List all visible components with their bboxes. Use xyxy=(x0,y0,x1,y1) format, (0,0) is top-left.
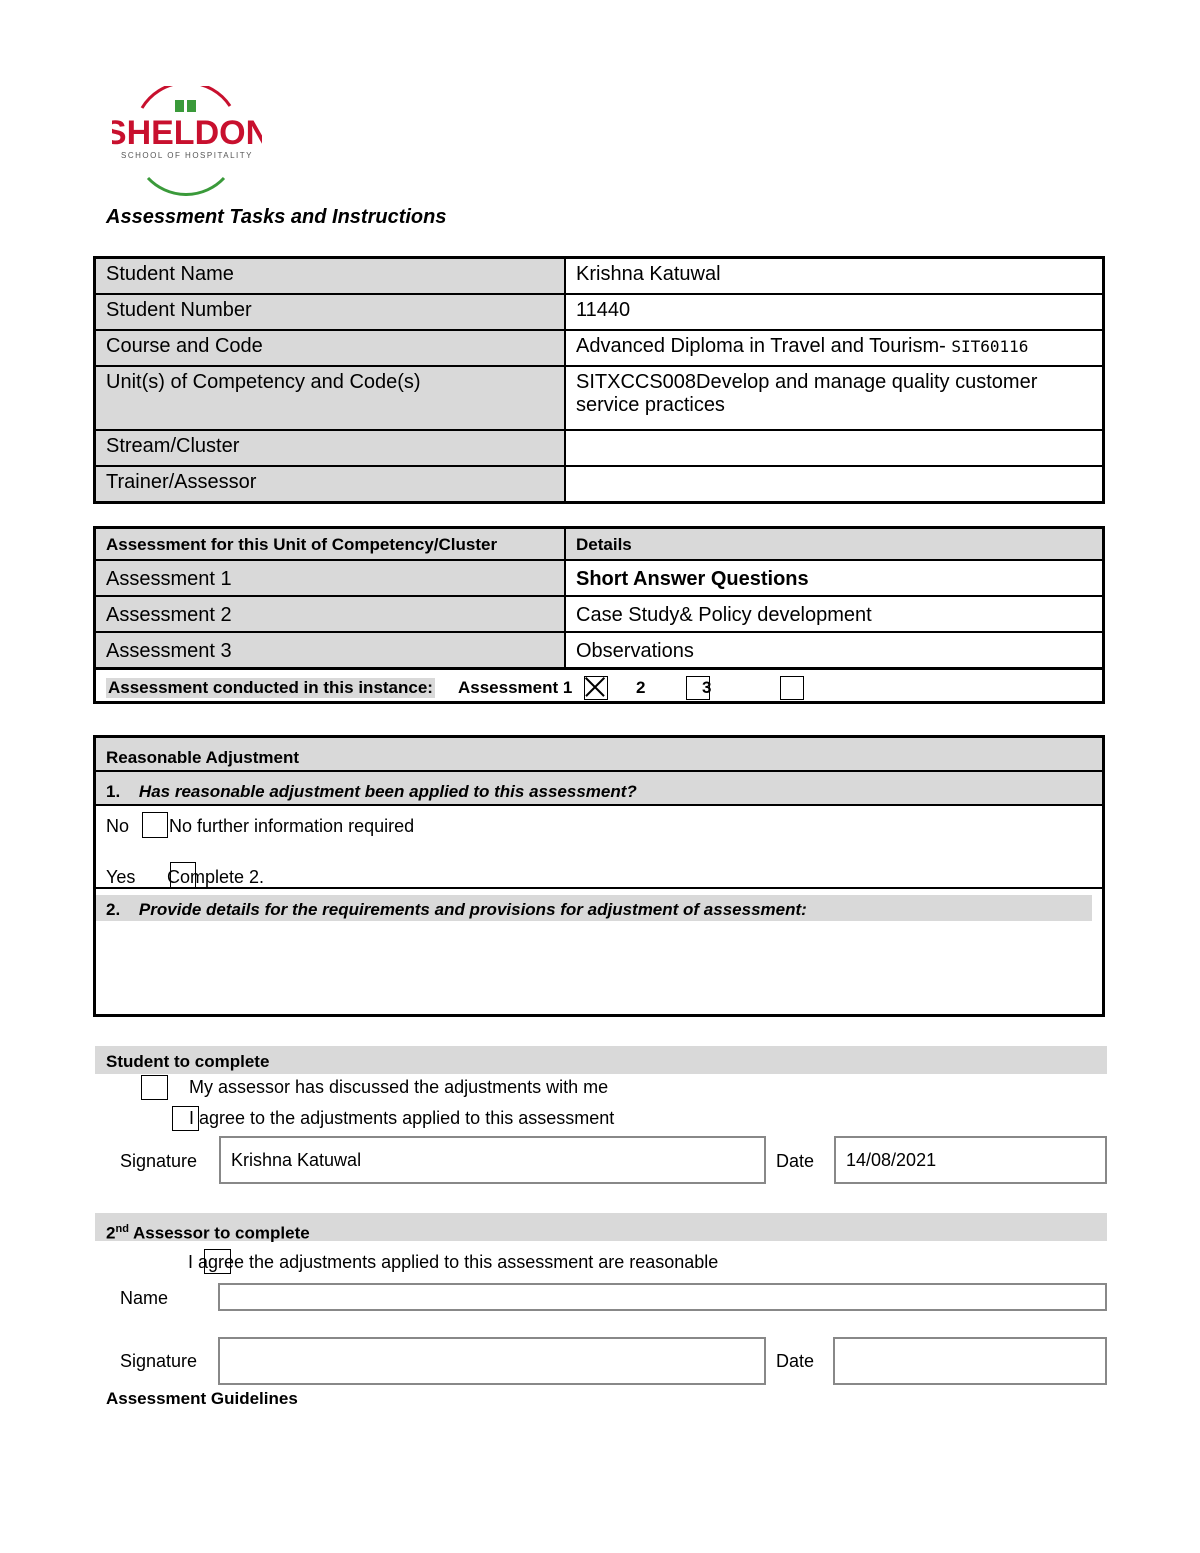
assessment-1-checkbox[interactable] xyxy=(584,676,608,700)
course-code: SIT60116 xyxy=(951,337,1029,356)
assessment-conducted-row xyxy=(93,666,1105,704)
value-student-number[interactable]: 11440 xyxy=(565,294,1104,330)
signature-label: Signature xyxy=(120,1151,198,1171)
table-row xyxy=(95,258,1104,295)
label-student-name: Student Name xyxy=(95,258,566,295)
assessment-guidelines-heading: Assessment Guidelines xyxy=(106,1389,298,1408)
table-header-row xyxy=(95,528,1104,561)
assessor-agree-text: I agree the adjustments applied to this assessment are reasonable xyxy=(188,1252,719,1272)
q1-number: 1. xyxy=(106,782,121,801)
assessor-title-prefix: 2 xyxy=(106,1223,116,1243)
table-row xyxy=(95,366,1104,430)
no-checkbox[interactable] xyxy=(142,812,168,838)
value-unit-competency[interactable]: SITXCCS008Develop and manage quality customer service practices xyxy=(565,366,1104,430)
student-info-table xyxy=(93,256,1105,504)
label-trainer-assessor: Trainer/Assessor xyxy=(95,466,566,503)
discussed-text: My assessor has discussed the adjustments with me xyxy=(189,1077,609,1097)
value-course-code[interactable] xyxy=(565,330,1104,366)
table-row xyxy=(95,632,1104,669)
label-stream-cluster: Stream/Cluster xyxy=(95,430,566,466)
course-name: Advanced Diploma in Travel and Tourism- xyxy=(576,335,946,357)
assessment-label: Assessment 2 xyxy=(95,596,566,632)
conducted-prefix: Assessment 1 xyxy=(458,678,573,697)
assessor-complete-title xyxy=(95,1213,1107,1241)
discussed-checkbox[interactable] xyxy=(141,1075,168,1100)
assessment-label: Assessment 1 xyxy=(95,560,566,596)
no-text: No further information required xyxy=(169,816,415,836)
value-student-name[interactable]: Krishna Katuwal xyxy=(565,258,1104,295)
table-row xyxy=(95,330,1104,366)
divider xyxy=(96,804,1102,806)
assessor-name-field[interactable] xyxy=(218,1283,1107,1311)
ra-question-2 xyxy=(96,895,1092,921)
yes-label: Yes xyxy=(106,867,136,887)
date-label: Date xyxy=(776,1151,815,1171)
option-2-label: 2 xyxy=(636,678,646,697)
assessor-date-field[interactable] xyxy=(833,1337,1107,1385)
sheldon-logo xyxy=(112,86,262,196)
assessor-title-sup: nd xyxy=(115,1223,129,1235)
table-row xyxy=(95,560,1104,596)
q2-number: 2. xyxy=(106,900,121,919)
ra-title: Reasonable Adjustment xyxy=(96,738,1102,770)
assessment-detail: Case Study& Policy development xyxy=(565,596,1104,632)
student-date-field[interactable]: 14/08/2021 xyxy=(834,1136,1107,1184)
student-signature-field[interactable]: Krishna Katuwal xyxy=(219,1136,766,1184)
label-student-number: Student Number xyxy=(95,294,566,330)
label-unit-competency: Unit(s) of Competency and Code(s) xyxy=(95,366,566,430)
no-label: No xyxy=(106,816,130,836)
yes-text: Complete 2. xyxy=(167,867,265,887)
value-trainer-assessor[interactable] xyxy=(565,466,1104,503)
assessment-label: Assessment 3 xyxy=(95,632,566,669)
adjustment-details-field[interactable] xyxy=(106,924,1092,1010)
ra-question-1 xyxy=(96,772,1102,804)
value-stream-cluster[interactable] xyxy=(565,430,1104,466)
label-course-code: Course and Code xyxy=(95,330,566,366)
table-row xyxy=(95,466,1104,503)
agree-text: I agree to the adjustments applied to this assessment xyxy=(189,1108,615,1128)
assessment-3-checkbox[interactable] xyxy=(780,676,804,700)
divider xyxy=(96,887,1102,889)
assessment-detail: Short Answer Questions xyxy=(565,560,1104,596)
reasonable-adjustment-section xyxy=(93,735,1105,1017)
page-title: Assessment Tasks and Instructions xyxy=(106,206,447,228)
table-row xyxy=(95,596,1104,632)
table-row xyxy=(95,294,1104,330)
option-3-label: 3 xyxy=(702,678,712,697)
q1-text: Has reasonable adjustment been applied to this assessment? xyxy=(138,782,637,801)
logo-tagline: SCHOOL OF HOSPITALITY xyxy=(121,151,253,160)
assessor-title-rest: Assessor to complete xyxy=(128,1223,310,1243)
assessments-table xyxy=(93,526,1105,670)
logo-text: SHELDON xyxy=(112,114,262,152)
q2-text: Provide details for the requirements and provisions for adjustment of assessment: xyxy=(138,900,807,919)
assessment-detail: Observations xyxy=(565,632,1104,669)
table-row xyxy=(95,430,1104,466)
header-details: Details xyxy=(565,528,1104,561)
assessor-signature-field[interactable] xyxy=(218,1337,766,1385)
name-label: Name xyxy=(120,1288,169,1308)
assessor-signature-label: Signature xyxy=(120,1351,198,1371)
header-assessment: Assessment for this Unit of Competency/Cluster xyxy=(95,528,566,561)
assessor-date-label: Date xyxy=(776,1351,815,1371)
conducted-label: Assessment conducted in this instance: xyxy=(108,678,433,697)
student-complete-title: Student to complete xyxy=(95,1046,1107,1074)
